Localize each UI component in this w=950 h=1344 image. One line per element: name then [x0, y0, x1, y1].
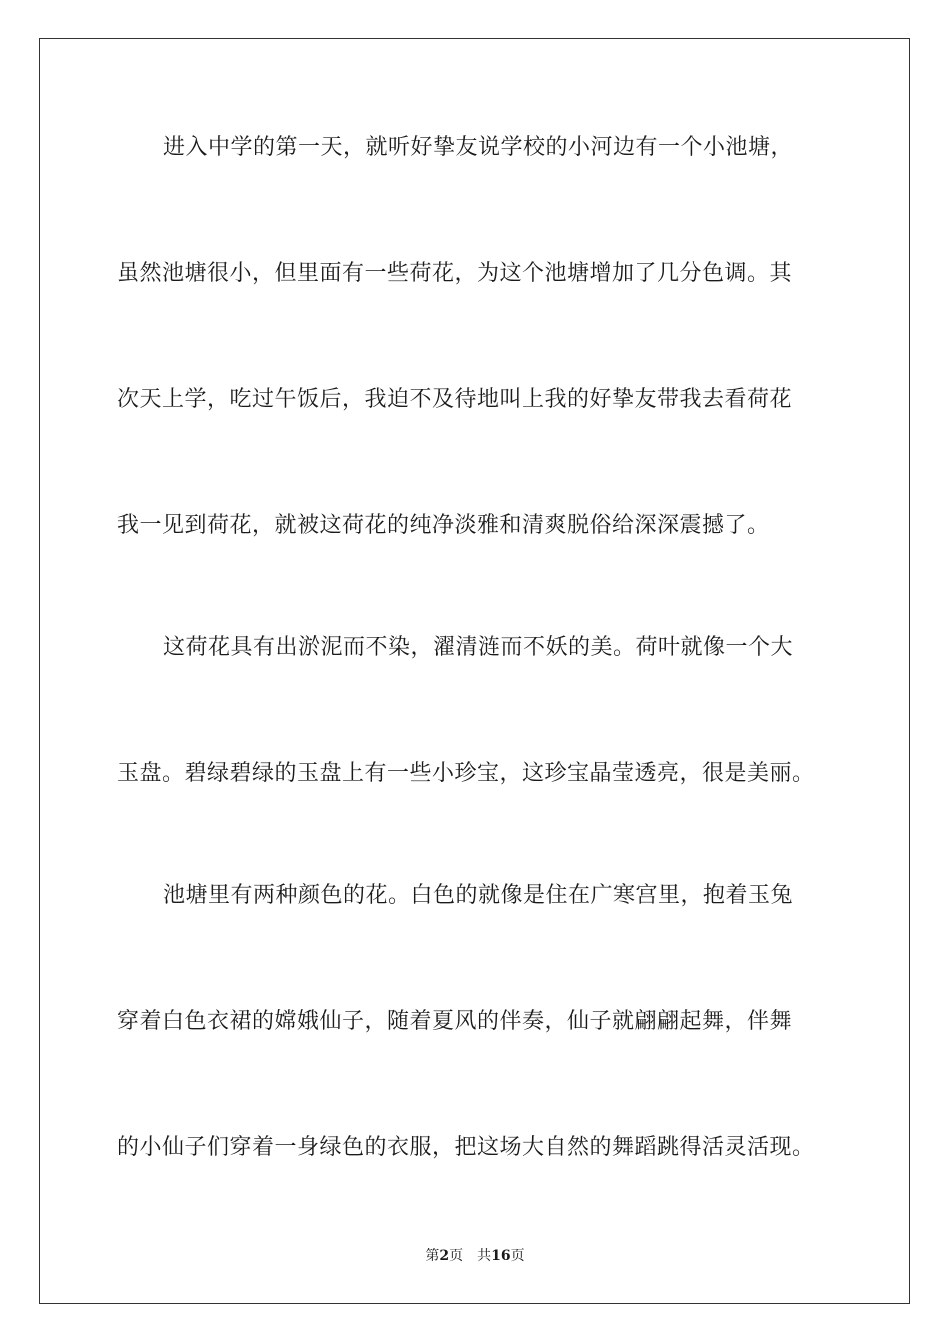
body-line-3: 次天上学，吃过午饭后，我迫不及待地叫上我的好挚友带我去看荷花 — [117, 387, 793, 412]
footer-page-prefix: 第 — [425, 1248, 440, 1264]
footer-page-suffix: 页 — [449, 1248, 464, 1264]
body-line-4: 我一见到荷花，就被这荷花的纯净淡雅和清爽脱俗给深深震撼了。 — [117, 513, 770, 538]
footer-total-number: 16 — [491, 1248, 511, 1264]
body-line-6: 玉盘。碧绿碧绿的玉盘上有一些小珍宝，这珍宝晶莹透亮，很是美丽。 — [117, 761, 815, 786]
body-line-5: 这荷花具有出淤泥而不染，濯清涟而不妖的美。荷叶就像一个大 — [163, 635, 794, 660]
footer-page-number: 2 — [439, 1248, 450, 1264]
body-line-8: 穿着白色衣裙的嫦娥仙子，随着夏风的伴奏，仙子就翩翩起舞，伴舞 — [117, 1009, 793, 1034]
footer-total-prefix: 共 — [477, 1248, 492, 1264]
body-line-7: 池塘里有两种颜色的花。白色的就像是住在广寒宫里，抱着玉兔 — [163, 883, 794, 908]
body-line-2: 虽然池塘很小，但里面有一些荷花，为这个池塘增加了几分色调。其 — [117, 261, 793, 286]
page-frame — [39, 38, 910, 1304]
body-line-9: 的小仙子们穿着一身绿色的衣服，把这场大自然的舞蹈跳得活灵活现。 — [117, 1135, 815, 1160]
footer-total-suffix: 页 — [510, 1248, 525, 1264]
body-line-1: 进入中学的第一天，就听好挚友说学校的小河边有一个小池塘， — [163, 135, 794, 160]
page-footer — [0, 1246, 950, 1266]
